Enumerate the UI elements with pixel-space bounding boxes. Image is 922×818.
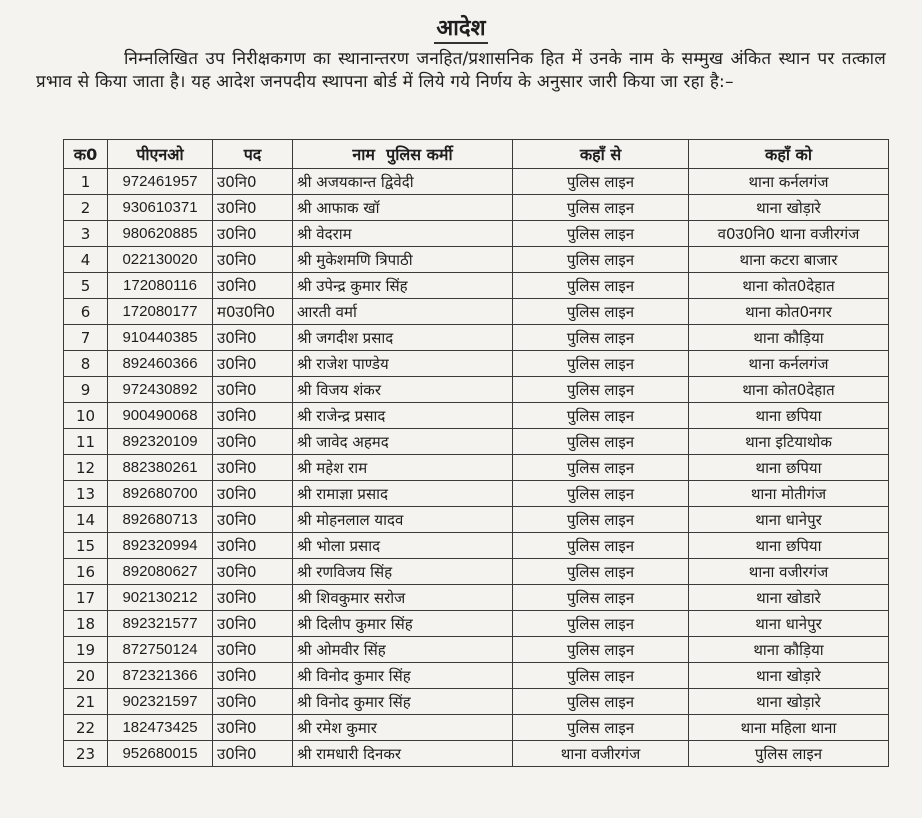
cell-to: थाना खोड़ारे [689, 663, 889, 689]
cell-rank: उ0नि0 [213, 585, 293, 611]
cell-serial: 17 [64, 585, 108, 611]
cell-name: श्री राजेन्द्र प्रसाद [293, 403, 513, 429]
table-row [64, 507, 889, 533]
header-serial: क0 [64, 140, 108, 169]
cell-rank: म0उ0नि0 [213, 299, 293, 325]
cell-serial: 2 [64, 195, 108, 221]
cell-from: पुलिस लाइन [513, 403, 689, 429]
cell-pno: 902321597 [108, 689, 213, 715]
table-row [64, 351, 889, 377]
table-row [64, 585, 889, 611]
table-header-row [64, 140, 889, 169]
cell-to: थाना इटियाथोक [689, 429, 889, 455]
cell-from: पुलिस लाइन [513, 585, 689, 611]
cell-name: श्री ओमवीर सिंह [293, 637, 513, 663]
cell-serial: 4 [64, 247, 108, 273]
table-row [64, 559, 889, 585]
cell-from: पुलिस लाइन [513, 715, 689, 741]
cell-rank: उ0नि0 [213, 481, 293, 507]
cell-rank: उ0नि0 [213, 351, 293, 377]
cell-serial: 15 [64, 533, 108, 559]
cell-serial: 21 [64, 689, 108, 715]
cell-to: थाना कौड़िया [689, 325, 889, 351]
cell-from: पुलिस लाइन [513, 559, 689, 585]
cell-name: श्री दिलीप कुमार सिंह [293, 611, 513, 637]
document-title [0, 12, 922, 42]
header-name: नाम पुलिस कर्मी [293, 140, 513, 169]
cell-from: पुलिस लाइन [513, 273, 689, 299]
table-row [64, 221, 889, 247]
cell-pno: 900490068 [108, 403, 213, 429]
cell-rank: उ0नि0 [213, 273, 293, 299]
header-rank: पद [213, 140, 293, 169]
table-row [64, 715, 889, 741]
cell-name: श्री भोला प्रसाद [293, 533, 513, 559]
cell-from: पुलिस लाइन [513, 169, 689, 195]
header-pno: पीएनओ [108, 140, 213, 169]
cell-serial: 14 [64, 507, 108, 533]
cell-serial: 12 [64, 455, 108, 481]
cell-name: आरती वर्मा [293, 299, 513, 325]
cell-rank: उ0नि0 [213, 559, 293, 585]
cell-pno: 980620885 [108, 221, 213, 247]
cell-rank: उ0नि0 [213, 689, 293, 715]
table-row [64, 741, 889, 767]
cell-serial: 10 [64, 403, 108, 429]
cell-rank: उ0नि0 [213, 221, 293, 247]
table-row [64, 195, 889, 221]
cell-to: व0उ0नि0 थाना वजीरगंज [689, 221, 889, 247]
cell-name: श्री विनोद कुमार सिंह [293, 663, 513, 689]
cell-rank: उ0नि0 [213, 533, 293, 559]
table-row [64, 429, 889, 455]
table-row [64, 455, 889, 481]
cell-pno: 910440385 [108, 325, 213, 351]
cell-to: पुलिस लाइन [689, 741, 889, 767]
header-to: कहाँ को [689, 140, 889, 169]
cell-to: थाना वजीरगंज [689, 559, 889, 585]
cell-serial: 16 [64, 559, 108, 585]
cell-to: थाना कोत0नगर [689, 299, 889, 325]
cell-name: श्री विजय शंकर [293, 377, 513, 403]
cell-from: थाना वजीरगंज [513, 741, 689, 767]
cell-pno: 872321366 [108, 663, 213, 689]
cell-serial: 11 [64, 429, 108, 455]
cell-pno: 930610371 [108, 195, 213, 221]
cell-to: थाना खोड़ारे [689, 689, 889, 715]
cell-rank: उ0नि0 [213, 195, 293, 221]
table-row [64, 663, 889, 689]
cell-to: थाना कोत0देहात [689, 377, 889, 403]
table-row [64, 299, 889, 325]
cell-from: पुलिस लाइन [513, 611, 689, 637]
cell-to: थाना धानेपुर [689, 611, 889, 637]
cell-pno: 972430892 [108, 377, 213, 403]
cell-serial: 9 [64, 377, 108, 403]
cell-pno: 892320994 [108, 533, 213, 559]
table-row [64, 533, 889, 559]
cell-from: पुलिस लाइन [513, 221, 689, 247]
cell-from: पुलिस लाइन [513, 247, 689, 273]
cell-pno: 892460366 [108, 351, 213, 377]
cell-name: श्री रामाज्ञा प्रसाद [293, 481, 513, 507]
cell-name: श्री वेदराम [293, 221, 513, 247]
cell-pno: 182473425 [108, 715, 213, 741]
table-row [64, 481, 889, 507]
cell-from: पुलिस लाइन [513, 663, 689, 689]
cell-pno: 972461957 [108, 169, 213, 195]
table-body [64, 169, 889, 767]
cell-pno: 172080177 [108, 299, 213, 325]
cell-name: श्री आफाक खॉ [293, 195, 513, 221]
cell-to: थाना कटरा बाजार [689, 247, 889, 273]
cell-rank: उ0नि0 [213, 741, 293, 767]
cell-name: श्री रामधारी दिनकर [293, 741, 513, 767]
cell-rank: उ0नि0 [213, 507, 293, 533]
cell-name: श्री महेश राम [293, 455, 513, 481]
cell-from: पुलिस लाइन [513, 689, 689, 715]
cell-name: श्री अजयकान्त द्विवेदी [293, 169, 513, 195]
cell-from: पुलिस लाइन [513, 533, 689, 559]
cell-name: श्री रणविजय सिंह [293, 559, 513, 585]
cell-serial: 1 [64, 169, 108, 195]
cell-serial: 18 [64, 611, 108, 637]
cell-from: पुलिस लाइन [513, 377, 689, 403]
cell-name: श्री रमेश कुमार [293, 715, 513, 741]
cell-to: थाना खोड़ारे [689, 195, 889, 221]
cell-rank: उ0नि0 [213, 637, 293, 663]
cell-pno: 022130020 [108, 247, 213, 273]
cell-rank: उ0नि0 [213, 325, 293, 351]
cell-pno: 892680713 [108, 507, 213, 533]
cell-pno: 902130212 [108, 585, 213, 611]
order-paragraph: निम्नलिखित उप निरीक्षकगण का स्थानान्तरण जनहित/प्रशासनिक हित में उनके नाम के सम्मुख अंकित स्थान पर तत्काल प्रभाव से किया जाता है। यह आदेश जनपदीय स्थापना बोर्ड में लिये गये निर्णय के अनुसार जारी किया जा रहा है:– [36, 49, 886, 92]
table-row [64, 273, 889, 299]
header-from: कहाँ से [513, 140, 689, 169]
cell-name: श्री विनोद कुमार सिंह [293, 689, 513, 715]
cell-pno: 172080116 [108, 273, 213, 299]
cell-from: पुलिस लाइन [513, 299, 689, 325]
cell-pno: 952680015 [108, 741, 213, 767]
table-row [64, 247, 889, 273]
cell-name: श्री जगदीश प्रसाद [293, 325, 513, 351]
cell-serial: 8 [64, 351, 108, 377]
cell-to: थाना छपिया [689, 455, 889, 481]
cell-serial: 23 [64, 741, 108, 767]
cell-pno: 892320109 [108, 429, 213, 455]
cell-from: पुलिस लाइन [513, 637, 689, 663]
cell-to: थाना छपिया [689, 533, 889, 559]
cell-to: थाना कोत0देहात [689, 273, 889, 299]
table-row [64, 377, 889, 403]
cell-serial: 22 [64, 715, 108, 741]
cell-from: पुलिस लाइन [513, 455, 689, 481]
cell-rank: उ0नि0 [213, 429, 293, 455]
cell-pno: 892080627 [108, 559, 213, 585]
cell-to: थाना छपिया [689, 403, 889, 429]
cell-serial: 3 [64, 221, 108, 247]
cell-name: श्री शिवकुमार सरोज [293, 585, 513, 611]
cell-name: श्री मोहनलाल यादव [293, 507, 513, 533]
table-row [64, 325, 889, 351]
cell-pno: 892321577 [108, 611, 213, 637]
table-row [64, 169, 889, 195]
cell-rank: उ0नि0 [213, 455, 293, 481]
cell-rank: उ0नि0 [213, 663, 293, 689]
cell-from: पुलिस लाइन [513, 325, 689, 351]
cell-pno: 892680700 [108, 481, 213, 507]
table-row [64, 403, 889, 429]
cell-to: थाना धानेपुर [689, 507, 889, 533]
cell-serial: 19 [64, 637, 108, 663]
table-row [64, 637, 889, 663]
cell-to: थाना महिला थाना [689, 715, 889, 741]
cell-pno: 882380261 [108, 455, 213, 481]
cell-rank: उ0नि0 [213, 377, 293, 403]
cell-name: श्री उपेन्द्र कुमार सिंह [293, 273, 513, 299]
cell-rank: उ0नि0 [213, 611, 293, 637]
cell-serial: 13 [64, 481, 108, 507]
title-text: आदेश [434, 16, 487, 44]
cell-from: पुलिस लाइन [513, 507, 689, 533]
cell-serial: 5 [64, 273, 108, 299]
cell-name: श्री जावेद अहमद [293, 429, 513, 455]
cell-from: पुलिस लाइन [513, 481, 689, 507]
cell-to: थाना कौड़िया [689, 637, 889, 663]
transfer-table [63, 139, 889, 767]
cell-to: थाना कर्नलगंज [689, 351, 889, 377]
table-row [64, 689, 889, 715]
cell-to: थाना मोतीगंज [689, 481, 889, 507]
cell-from: पुलिस लाइन [513, 429, 689, 455]
cell-name: श्री मुकेशमणि त्रिपाठी [293, 247, 513, 273]
cell-serial: 7 [64, 325, 108, 351]
cell-serial: 20 [64, 663, 108, 689]
cell-name: श्री राजेश पाण्डेय [293, 351, 513, 377]
cell-to: थाना खोडारे [689, 585, 889, 611]
cell-serial: 6 [64, 299, 108, 325]
cell-rank: उ0नि0 [213, 403, 293, 429]
cell-from: पुलिस लाइन [513, 195, 689, 221]
cell-rank: उ0नि0 [213, 169, 293, 195]
cell-pno: 872750124 [108, 637, 213, 663]
cell-to: थाना कर्नलगंज [689, 169, 889, 195]
cell-rank: उ0नि0 [213, 715, 293, 741]
table-row [64, 611, 889, 637]
cell-from: पुलिस लाइन [513, 351, 689, 377]
cell-rank: उ0नि0 [213, 247, 293, 273]
